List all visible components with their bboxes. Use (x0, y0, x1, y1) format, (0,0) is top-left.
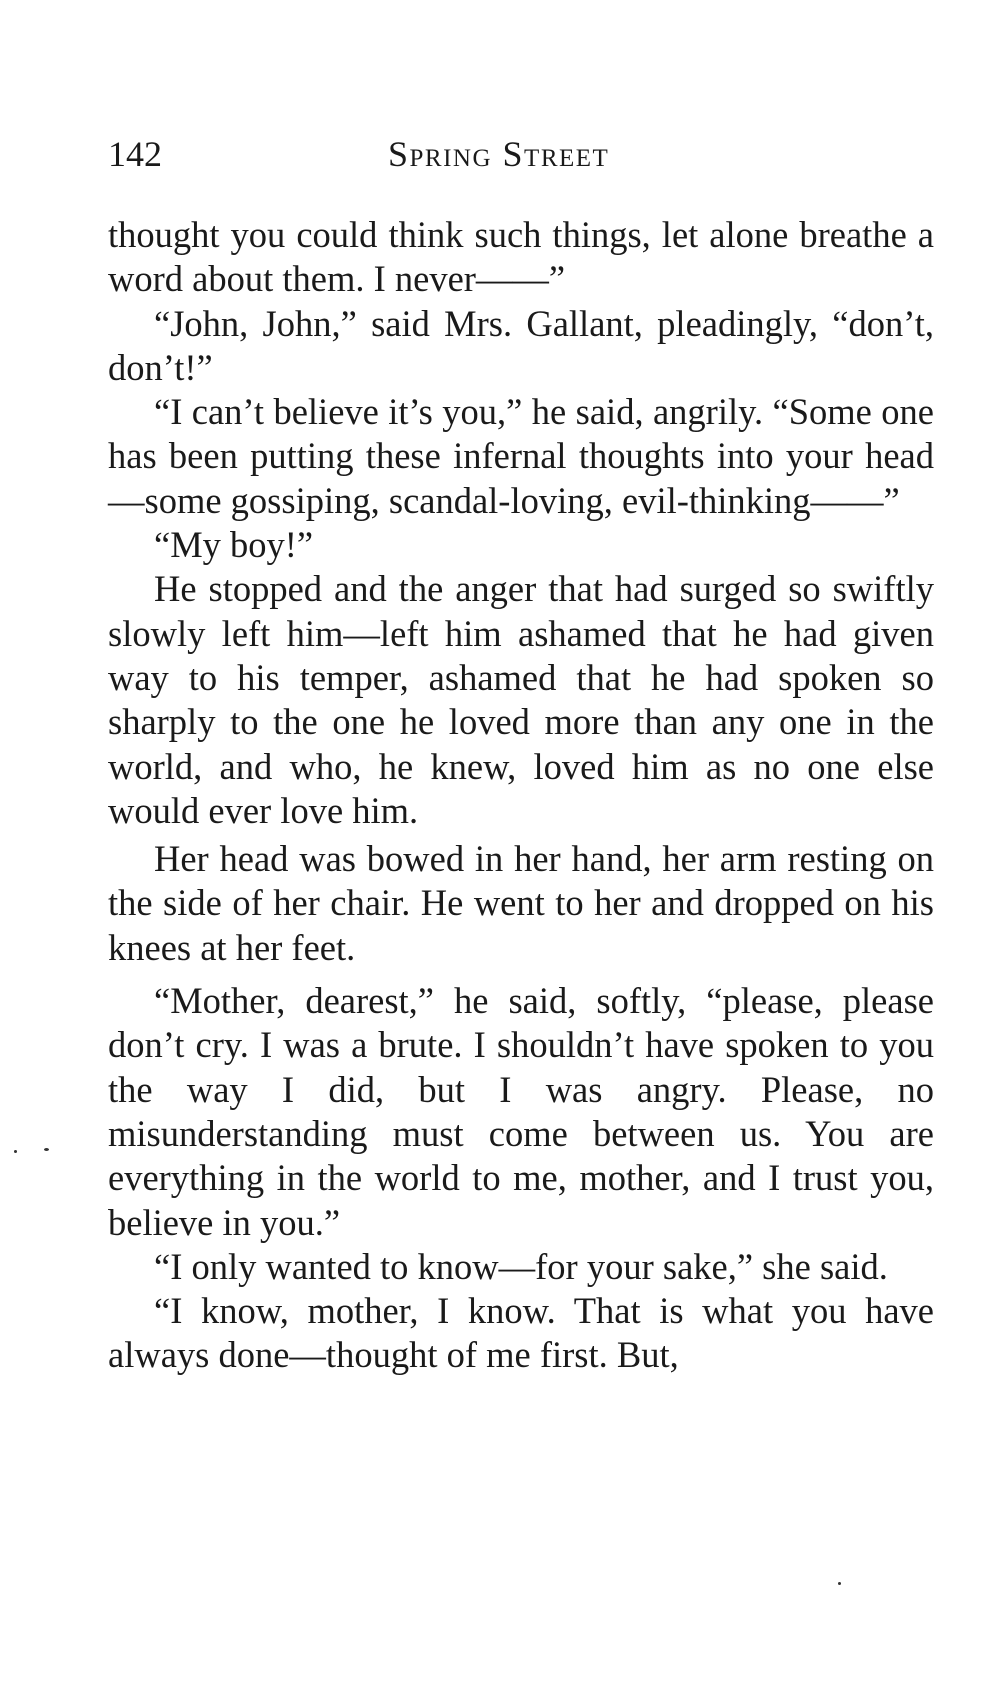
scan-speck (44, 1148, 49, 1151)
paragraph: “My boy!” (154, 524, 314, 566)
scan-speck (838, 1582, 841, 1585)
running-head (108, 132, 934, 176)
paragraph: “John, John,” said Mrs. Gallant, pleadingly, “don’t, don’t!” (108, 302, 934, 388)
paragraph: Her head was bowed in her hand, her arm resting on the side of her chair. He went to her and dropped on his knees at her feet. (108, 838, 934, 968)
paragraph: “I only wanted to know—for your sake,” she said. (154, 1245, 888, 1287)
page-number: 142 (108, 134, 162, 174)
paragraph: “I know, mother, I know. That is what you have always done—thought of me first. But, (108, 1290, 934, 1376)
paragraph: “I can’t believe it’s you,” he said, angrily. “Some one has been putting these infernal thoughts into your head—some gossiping, scandal-loving, evil-thinking——” (108, 391, 934, 521)
scan-speck (14, 1150, 17, 1153)
running-title: Spring Street (388, 134, 610, 174)
paragraph: “Mother, dearest,” he said, softly, “please, please don’t cry. I was a brute. I shouldn’t have spoken to you the way I did, but I was angry. Please, no misunderstanding must come between us. You are everything in the world to me, mother, and I trust you, believe in you.” (108, 980, 934, 1243)
paragraph-continued: thought you could think such things, let alone breathe a word about them. I never——” (108, 214, 934, 300)
paragraph: He stopped and the anger that had surged so swiftly slowly left him—left him ashamed that he had given way to his temper, ashamed that he had spoken so sharply to the one he loved more than any one in the world, and who, he knew, loved him as no one else would ever love him. (108, 568, 934, 831)
body-text (108, 213, 934, 1378)
